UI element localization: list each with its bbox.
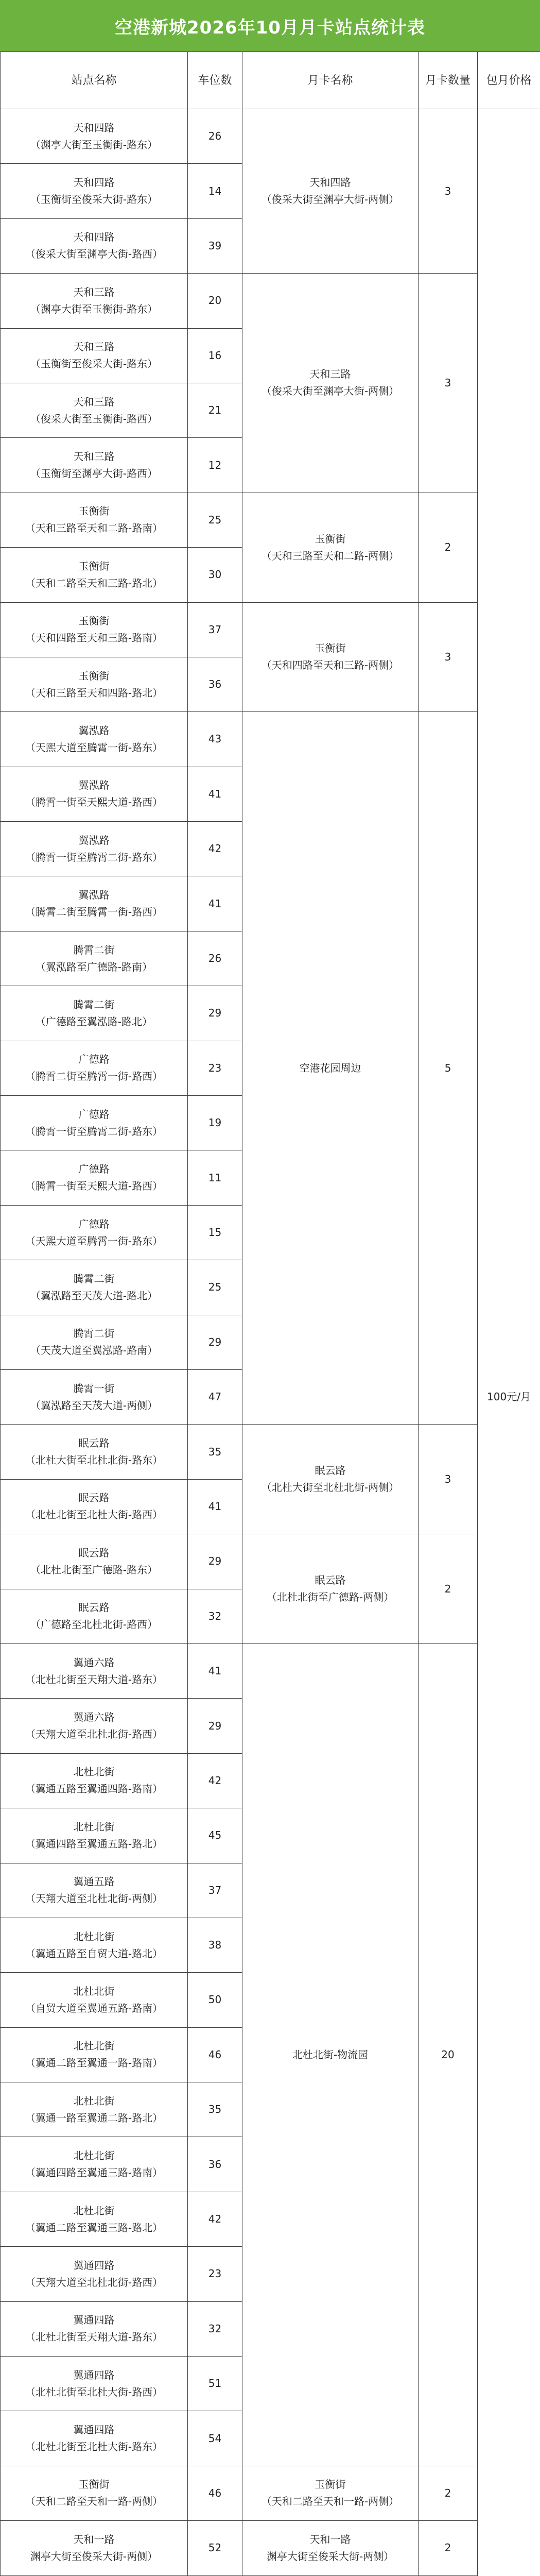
station-range: （翼通四路至翼通五路-路北） [25,1837,163,1850]
station-range: （渊亭大街至玉衡街-路东） [30,302,158,315]
station-name: 北杜北街 [73,1930,115,1943]
spaces-cell: 29 [188,1699,242,1753]
table-row [1,493,540,547]
station-range: （俊采大街至渊亭大街-路西） [25,248,163,261]
station-cell [1,876,188,931]
station-cell [1,2192,188,2246]
station-cell [1,2137,188,2192]
station-name: 腾霄二街 [73,1327,115,1340]
card-name-cell [242,274,419,493]
station-cell [1,1315,188,1369]
station-cell [1,822,188,876]
station-cell [1,274,188,328]
station-cell [1,1699,188,1753]
header-count: 月卡数量 [419,52,478,109]
table-row [1,1534,540,1589]
card-count-cell: 3 [419,602,478,712]
station-name: 腾霄一街 [73,1382,115,1395]
card-name: 玉衡街 [315,642,346,655]
spaces-cell: 42 [188,1753,242,1808]
station-cell [1,1041,188,1095]
card-name-cell [242,109,419,274]
station-name: 翼通四路 [73,2424,115,2436]
station-name: 腾霄二街 [73,1272,115,1285]
station-range: （腾霄二街至腾霄一街-路西） [25,1070,163,1083]
station-range: 渊亭大街至俊采大街-两侧） [30,2550,158,2563]
card-name-cell [242,1534,419,1644]
station-cell [1,2027,188,2082]
card-count-cell: 2 [419,2521,478,2575]
station-name: 天和三路 [73,450,115,463]
spaces-cell: 20 [188,274,242,328]
station-cell [1,657,188,711]
station-cell [1,986,188,1041]
spaces-cell: 26 [188,931,242,986]
station-range: （北杜北街至北杜大街-路西） [25,2385,163,2398]
station-range: （腾霄一街至天熙大道-路西） [25,796,163,809]
station-name: 玉衡街 [78,2478,110,2491]
station-range: （翼泓路至广德路-路南） [35,960,153,973]
spaces-cell: 41 [188,767,242,821]
station-name: 天和四路 [73,231,115,244]
spaces-cell: 38 [188,1918,242,1972]
station-range: （翼通二路至翼通一路-路南） [25,2057,163,2070]
card-range: （北杜北街至广德路-两侧） [266,1591,394,1604]
station-range: （自贸大道至翼通五路-路南） [25,2002,163,2014]
table-row [1,712,540,767]
station-range: （翼通一路至翼通二路-路北） [25,2111,163,2124]
card-range: （俊采大街至渊亭大街-两侧） [261,193,399,206]
header-row [1,52,540,109]
station-cell [1,2357,188,2411]
station-name: 翼通四路 [73,2259,115,2272]
spaces-cell: 39 [188,218,242,273]
card-name: 天和一路 [309,2533,351,2546]
table-row [1,1643,540,1698]
card-range: （北杜大街至北杜北街-两侧） [261,1481,399,1494]
station-name: 眠云路 [78,1601,110,1614]
station-cell [1,1863,188,1918]
spaces-cell: 29 [188,1315,242,1369]
station-cell [1,1534,188,1589]
spaces-cell: 46 [188,2027,242,2082]
card-count-cell: 3 [419,1425,478,1534]
station-name: 腾霄二街 [73,943,115,956]
station-range: （天和四路至天和三路-路南） [25,632,163,645]
station-range: （广德路至翼泓路-路北） [35,1015,153,1028]
station-name: 玉衡街 [78,669,110,682]
spaces-cell: 36 [188,2137,242,2192]
station-cell [1,2082,188,2137]
station-cell [1,1973,188,2027]
station-name: 翼泓路 [78,724,110,737]
spaces-cell: 26 [188,109,242,164]
station-cell [1,2247,188,2301]
sheet-title: 空港新城2026年10月月卡站点统计表 [0,0,540,52]
spaces-cell: 29 [188,986,242,1041]
station-name: 腾霄二街 [73,998,115,1011]
card-count-cell: 5 [419,712,478,1425]
header-spaces: 车位数 [188,52,242,109]
station-range: （腾霄一街至天熙大道-路西） [25,1180,163,1193]
station-range: （北杜北街至北杜大街-路西） [25,1509,163,1521]
station-cell [1,2521,188,2575]
card-name: 天和四路 [309,176,351,189]
card-count-cell: 3 [419,274,478,493]
station-cell [1,1096,188,1150]
station-range: （北杜大街至北杜北街-路东） [25,1454,163,1467]
station-range: （广德路至北杜北街-路西） [30,1618,158,1631]
table-row [1,602,540,657]
station-range: （天熙大道至腾霄一街-路东） [25,741,163,754]
station-range: （翼通五路至翼通四路-路南） [25,1783,163,1795]
station-range: （翼通二路至翼通三路-路北） [25,2221,163,2234]
spaces-cell: 54 [188,2411,242,2466]
station-cell [1,328,188,383]
station-cell [1,1643,188,1698]
station-name: 天和一路 [73,2533,115,2546]
card-range: （天和四路至天和三路-两侧） [261,659,399,672]
station-name: 天和三路 [73,395,115,408]
spaces-cell: 43 [188,712,242,767]
station-name: 北杜北街 [73,1985,115,1997]
card-name: 玉衡街 [315,2478,346,2491]
station-name: 眠云路 [78,1492,110,1504]
spaces-cell: 25 [188,1260,242,1315]
table-row [1,1425,540,1479]
station-name: 玉衡街 [78,615,110,628]
spaces-cell: 16 [188,328,242,383]
header-card: 月卡名称 [242,52,419,109]
station-range: （北杜北街至北杜大街-路东） [25,2441,163,2453]
spaces-cell: 41 [188,876,242,931]
spaces-cell: 32 [188,1589,242,1643]
card-name: 眠云路 [315,1464,346,1477]
station-cell [1,493,188,547]
stats-table-body [1,52,540,2576]
station-range: （翼泓路至天茂大道-两侧） [30,1399,158,1412]
spaces-cell: 41 [188,1643,242,1698]
station-range: （腾霄二街至腾霄一街-路西） [25,906,163,919]
station-name: 翼通五路 [73,1875,115,1888]
card-range: （天和三路至天和二路-两侧） [261,549,399,562]
station-cell [1,602,188,657]
station-cell [1,1808,188,1863]
card-name: 眠云路 [315,1574,346,1587]
spaces-cell: 11 [188,1150,242,1205]
station-name: 翼泓路 [78,834,110,846]
card-name: 北杜北街-物流园 [292,2048,369,2061]
station-name: 广德路 [78,1217,110,1230]
station-range: （天熙大道至腾霄一街-路东） [25,1234,163,1247]
table-row [1,2466,540,2520]
spaces-cell: 45 [188,1808,242,1863]
spaces-cell: 29 [188,1534,242,1589]
spaces-cell: 35 [188,1425,242,1479]
station-name: 玉衡街 [78,560,110,572]
header-price: 包月价格 [478,52,540,109]
spaces-cell: 32 [188,2301,242,2356]
station-range: （俊采大街至玉衡街-路西） [30,412,158,425]
station-name: 北杜北街 [73,2149,115,2162]
station-range: （翼通五路至自贸大道-路北） [25,1947,163,1960]
station-name: 翼通六路 [73,1711,115,1724]
station-name: 广德路 [78,1053,110,1066]
card-count-cell: 2 [419,493,478,602]
card-name-cell [242,2466,419,2520]
card-name-cell [242,712,419,1425]
station-name: 北杜北街 [73,1766,115,1778]
station-cell [1,438,188,493]
station-cell [1,1479,188,1534]
station-cell [1,1753,188,1808]
card-range: （天和二路至天和一路-两侧） [261,2495,399,2508]
station-name: 眠云路 [78,1546,110,1559]
card-name-cell [242,2521,419,2575]
header-station: 站点名称 [1,52,188,109]
station-name: 广德路 [78,1108,110,1121]
card-name-cell [242,602,419,712]
spaces-cell: 42 [188,822,242,876]
station-cell [1,1918,188,1972]
card-count-cell: 2 [419,2466,478,2520]
spaces-cell: 50 [188,1973,242,2027]
card-name-cell [242,1425,419,1534]
card-count-cell: 20 [419,1643,478,2466]
station-range: （玉衡街至渊亭大街-路西） [30,467,158,480]
spaces-cell: 46 [188,2466,242,2520]
station-cell [1,1425,188,1479]
card-range: （俊采大街至渊亭大街-两侧） [261,385,399,398]
station-cell [1,218,188,273]
spaces-cell: 37 [188,602,242,657]
table-row [1,2521,540,2575]
spaces-cell: 23 [188,1041,242,1095]
station-cell [1,1369,188,1424]
station-range: （北杜北街至天翔大道-路东） [25,2331,163,2344]
station-range: （天翔大道至北杜北街-两侧） [25,1892,163,1905]
table-row [1,274,540,328]
station-range: （天和二路至天和三路-路北） [25,577,163,589]
spaces-cell: 52 [188,2521,242,2575]
spaces-cell: 30 [188,548,242,602]
station-cell [1,164,188,218]
card-range: 渊亭大街至俊采大街-两侧） [266,2550,394,2563]
station-cell [1,109,188,164]
spaces-cell: 42 [188,2192,242,2246]
station-name: 北杜北街 [73,1820,115,1833]
station-cell [1,1260,188,1315]
station-cell [1,383,188,437]
station-cell [1,931,188,986]
station-name: 翼通四路 [73,2368,115,2381]
station-name: 广德路 [78,1163,110,1176]
station-name: 翼泓路 [78,889,110,902]
station-cell [1,548,188,602]
card-count-cell: 2 [419,1534,478,1644]
price-cell: 100元/月 [478,109,540,2576]
station-range: （北杜北街至天翔大道-路东） [25,1673,163,1686]
station-range: （天翔大道至北杜北街-路西） [25,2276,163,2289]
station-name: 眠云路 [78,1437,110,1450]
station-range: （天翔大道至北杜北街-路西） [25,1728,163,1741]
table-row [1,109,540,164]
station-cell [1,1150,188,1205]
spaces-cell: 51 [188,2357,242,2411]
spaces-cell: 37 [188,1863,242,1918]
card-name-cell [242,493,419,602]
station-name: 翼通四路 [73,2314,115,2327]
station-range: （玉衡街至俊采大街-路东） [30,193,158,206]
station-name: 北杜北街 [73,2094,115,2107]
card-name: 空港花园周边 [299,1061,361,1074]
card-count-cell: 3 [419,109,478,274]
station-name: 天和三路 [73,341,115,353]
spaces-cell: 12 [188,438,242,493]
station-name: 北杜北街 [73,2204,115,2217]
station-cell [1,1205,188,1260]
spaces-cell: 47 [188,1369,242,1424]
station-range: （玉衡街至俊采大街-路东） [30,358,158,370]
station-cell [1,2466,188,2520]
spaces-cell: 35 [188,2082,242,2137]
station-cell [1,2301,188,2356]
station-range: （渊亭大街至玉衡街-路东） [30,138,158,151]
card-name: 玉衡街 [315,532,346,545]
spaces-cell: 14 [188,164,242,218]
station-name: 北杜北街 [73,2040,115,2053]
station-cell [1,2411,188,2466]
station-range: （北杜北街至广德路-路东） [30,1563,158,1576]
spaces-cell: 15 [188,1205,242,1260]
spaces-cell: 36 [188,657,242,711]
station-range: （翼泓路至天茂大道-路北） [30,1289,158,1302]
spaces-cell: 41 [188,1479,242,1534]
card-name-cell [242,1643,419,2466]
station-name: 天和四路 [73,176,115,189]
station-range: （翼通四路至翼通三路-路南） [25,2166,163,2179]
station-range: （天和三路至天和二路-路南） [25,522,163,535]
card-name: 天和三路 [309,368,351,381]
station-name: 翼泓路 [78,779,110,792]
spaces-cell: 19 [188,1096,242,1150]
station-cell [1,712,188,767]
station-cell [1,767,188,821]
station-name: 翼通六路 [73,1656,115,1669]
station-range: （天和三路至天和四路-路北） [25,686,163,699]
station-cell [1,1589,188,1643]
station-range: （腾霄一街至腾霄二街-路东） [25,851,163,863]
stats-table [0,52,540,2576]
station-name: 天和三路 [73,285,115,298]
station-name: 玉衡街 [78,505,110,518]
spaces-cell: 23 [188,2247,242,2301]
spaces-cell: 21 [188,383,242,437]
station-range: （腾霄一街至腾霄二街-路东） [25,1125,163,1138]
spaces-cell: 25 [188,493,242,547]
station-range: （天茂大道至翼泓路-路南） [30,1344,158,1357]
station-name: 天和四路 [73,121,115,134]
station-range: （天和二路至天和一路-两侧） [25,2495,163,2508]
